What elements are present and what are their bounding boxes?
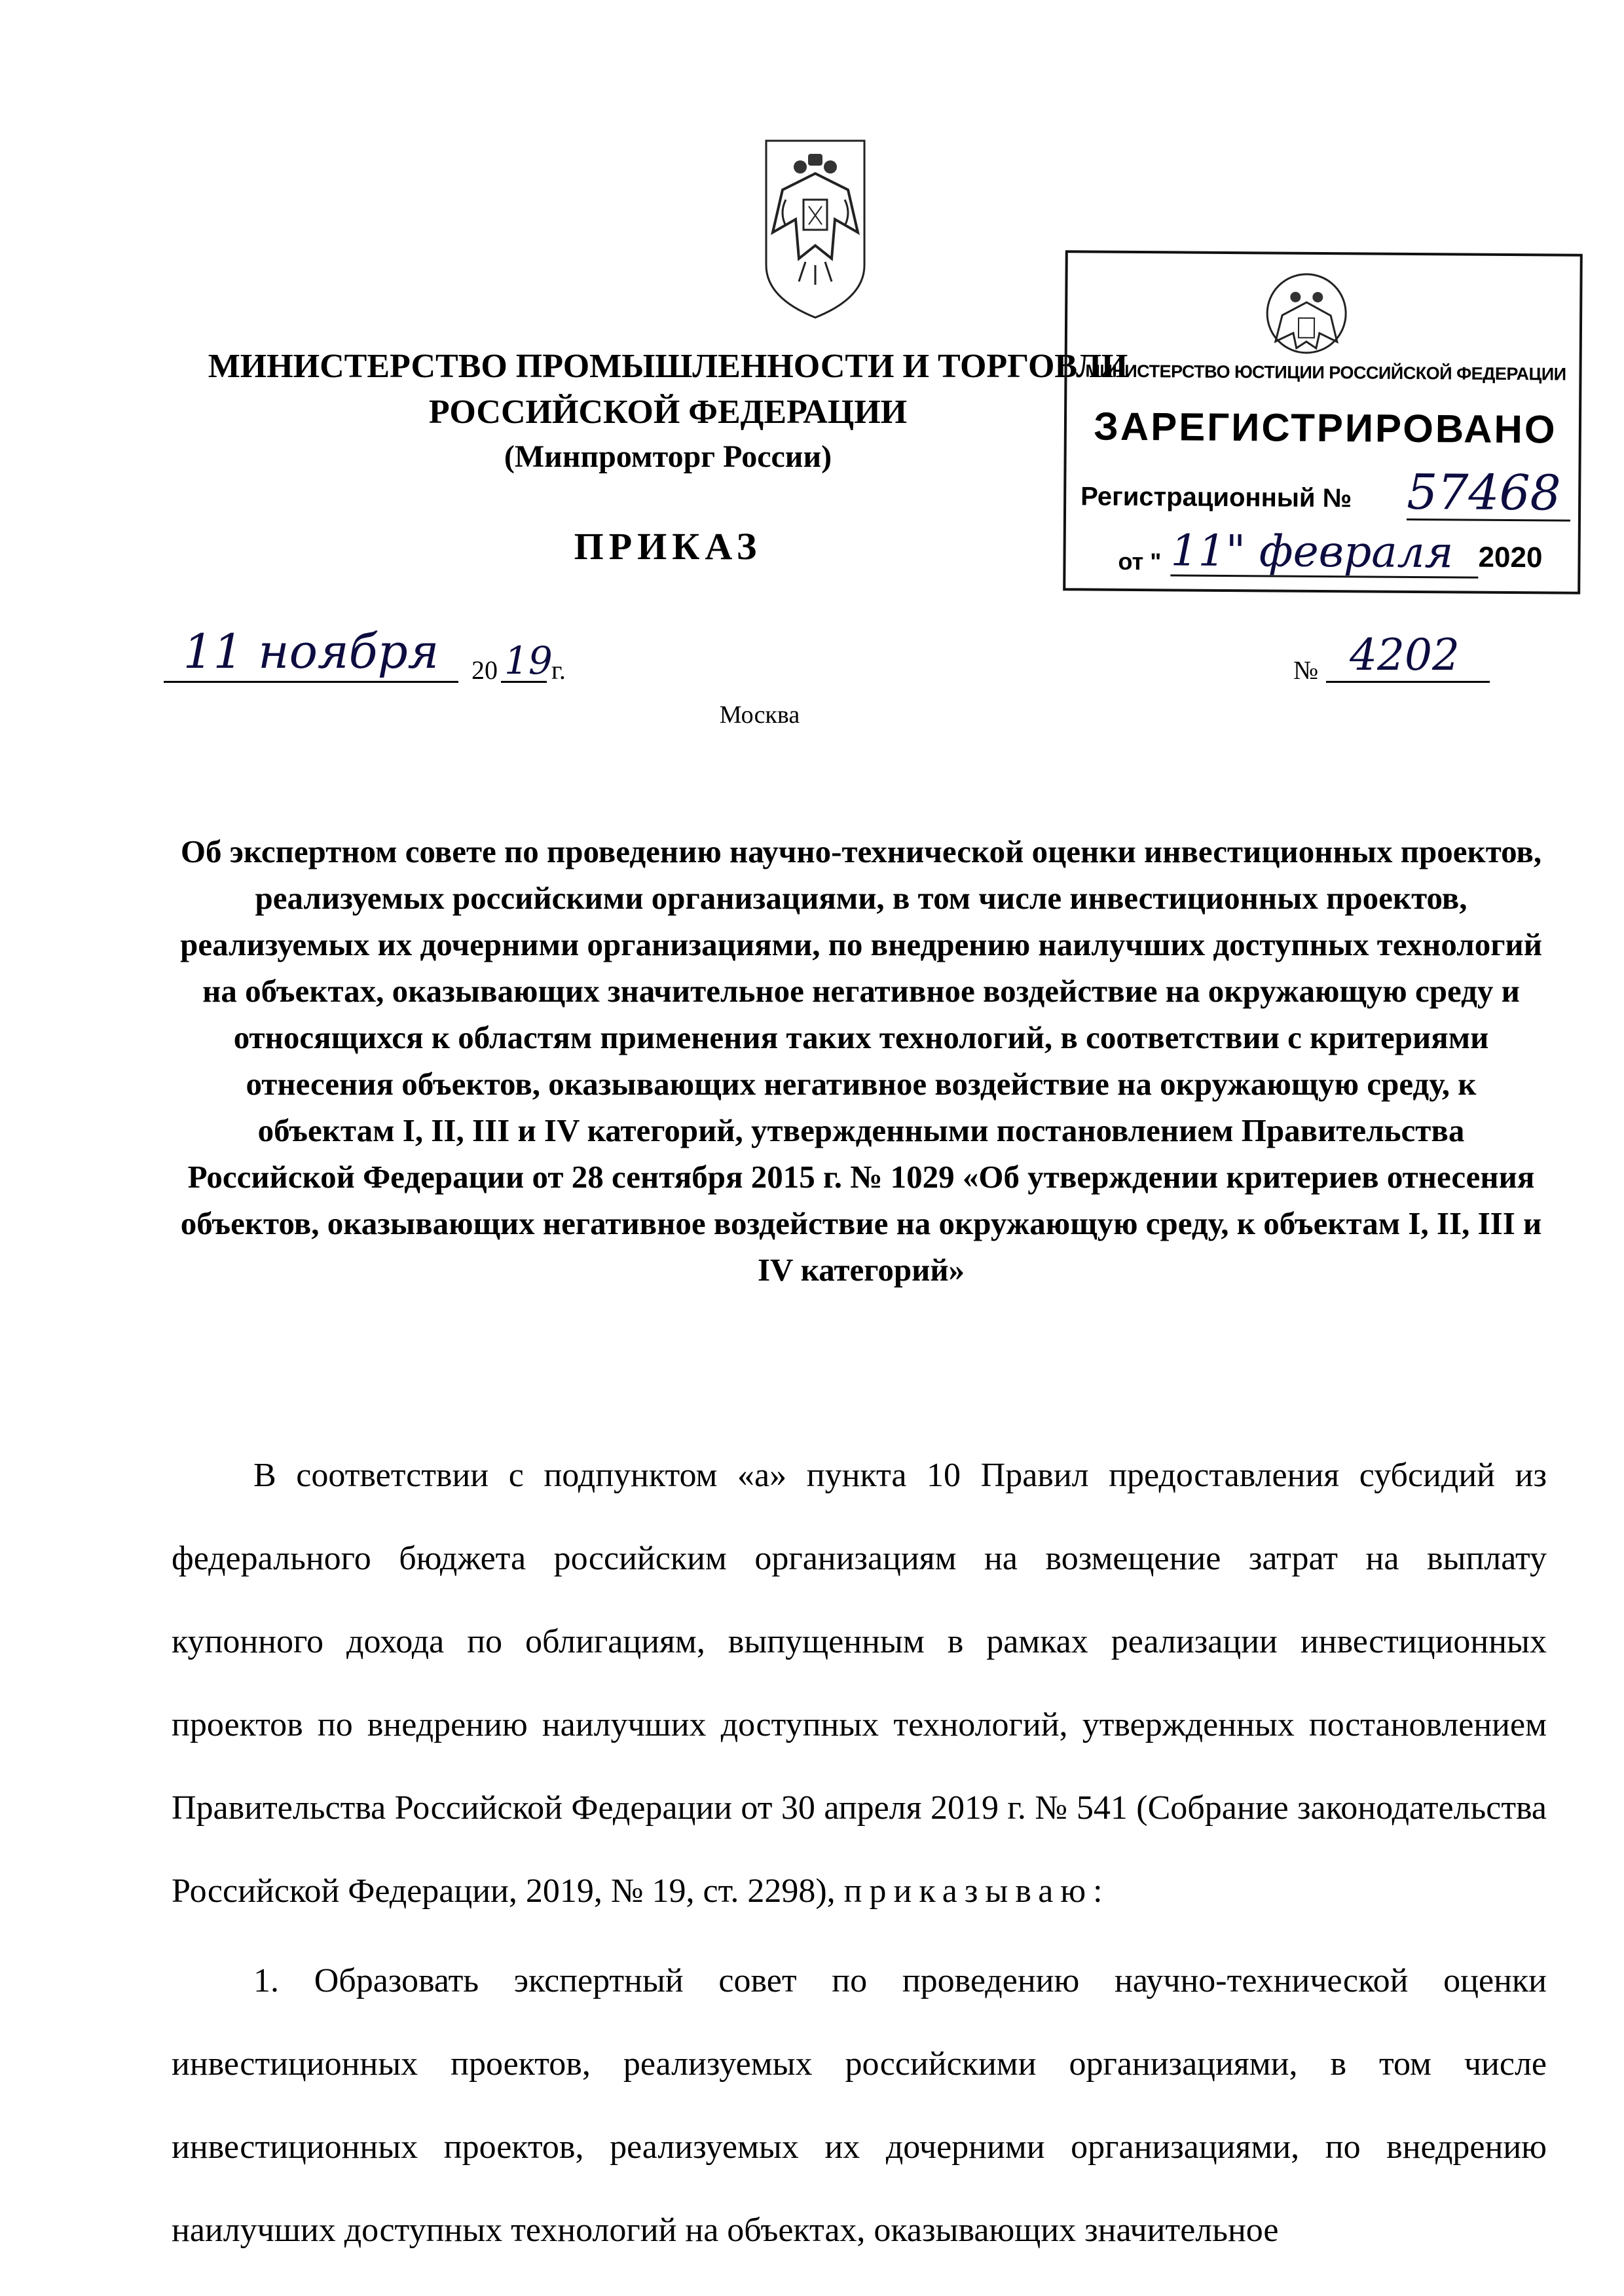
intro-command: приказываю: (843, 1872, 1110, 1910)
stamp-coat-of-arms-icon (1264, 270, 1350, 356)
stamp-year: 2020 (1478, 541, 1543, 574)
intro-paragraph (172, 1434, 1547, 1933)
intro-text: В соответствии с подпунктом «а» пункта 10 Правил предоставления субсидий из федерального бюджета российским организациям на возмещение затрат на выплату купонного дохода по облигациям, выпущенным в рамках реализации инвестиционных проектов по внедрению наилучших доступных технологий, утвержденных постановлением Правительства Российской Федерации от 30 апреля 2019 г. № 541 (Собрание законодательства Российской Федерации, 2019, № 19, ст. 2298), (172, 1457, 1547, 1910)
order-number: 4202 (1350, 630, 1460, 680)
stamp-ministry-name: МИНИСТЕРСТВО ЮСТИЦИИ РОССИЙСКОЙ ФЕДЕРАЦИИ (1085, 361, 1566, 384)
order-year-prefix: 20 (471, 655, 498, 685)
ministry-name-line2: РОССИЙСКОЙ ФЕДЕРАЦИИ (428, 393, 908, 431)
registration-stamp (1063, 250, 1583, 594)
stamp-reg-number: 57468 (1407, 466, 1571, 522)
document-type: ПРИКАЗ (574, 525, 762, 568)
order-date-underline (164, 681, 458, 683)
order-number-underline (1326, 681, 1490, 683)
order-year-suffix: г. (551, 655, 566, 685)
order-year-handwritten: 19 (504, 638, 553, 683)
document-title: Об экспертном совете по проведению научно-технической оценки инвестиционных проектов, реализуемых российскими организациями, в том числе инвестиционных проектов, реализуемых их дочерними организациями, по внедрению наилучших доступных технологий на объектах, оказывающих значительное негативное воздействие на окружающую среду и относящихся к областям применения таких технологий, в соответствии с критериями отнесения объектов, оказывающих негативное воздействие на окружающую среду, к объектам I, II, III и IV категорий, утвержденными постановлением Правительства Российской Федерации от 28 сентября 2015 г. № 1029 «Об утверждении критериев отнесения объектов, оказывающих негативное воздействие на окружающую среду, к объектам I, II, III и IV категорий» (180, 833, 1542, 1288)
order-date: 11 ноября (183, 624, 439, 679)
city: Москва (719, 701, 800, 729)
order-year-underline (501, 681, 547, 683)
order-number-label: № (1293, 655, 1319, 685)
stamp-status: ЗАРЕГИСТРИРОВАНО (1094, 404, 1557, 452)
coat-of-arms-icon (760, 128, 871, 324)
stamp-date-label: от " (1118, 547, 1162, 575)
item-1-paragraph: 1. Образовать экспертный совет по проведению научно-технической оценки инвестиционных проектов, реализуемых российскими организациями, в том числе инвестиционных проектов, реализуемых их дочерними организациями, по внедрению наилучших доступных технологий на объектах, оказывающих значительное (172, 1962, 1547, 2249)
stamp-reg-label: Регистрационный № (1080, 482, 1352, 513)
stamp-date-value: 11" февраля (1170, 527, 1479, 578)
ministry-name-line1: МИНИСТЕРСТВО ПРОМЫШЛЕННОСТИ И ТОРГОВЛИ (208, 348, 1128, 385)
ministry-short-name: (Минпромторг России) (504, 439, 832, 474)
